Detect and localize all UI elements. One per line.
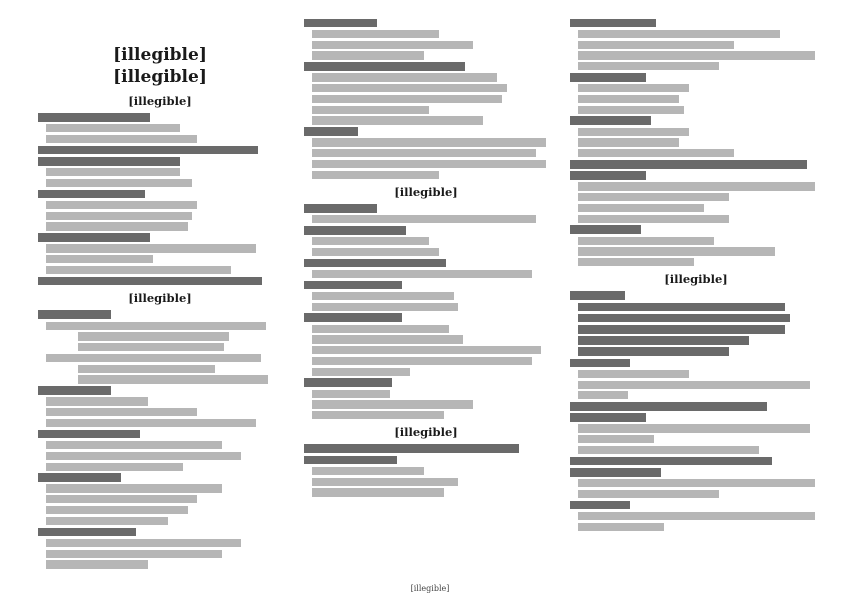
item-heading <box>570 160 807 169</box>
lesson-1-heading: [illegible] <box>128 94 192 108</box>
text-line <box>578 237 714 245</box>
text-line <box>578 247 775 255</box>
item-heading <box>38 310 111 319</box>
key-point-line <box>578 347 729 356</box>
item-heading <box>570 359 630 368</box>
text-line <box>46 550 222 558</box>
text-line <box>78 375 268 383</box>
item-heading <box>304 456 397 465</box>
text-line <box>46 244 256 252</box>
text-line <box>46 266 231 274</box>
text-line <box>312 488 444 496</box>
text-line <box>312 160 546 168</box>
item-heading <box>38 233 150 242</box>
text-line <box>46 201 197 209</box>
text-line <box>578 381 810 389</box>
text-line <box>78 365 215 373</box>
item-heading <box>304 313 402 322</box>
item-heading <box>304 281 402 290</box>
key-point-line <box>578 314 790 323</box>
text-line <box>578 51 815 59</box>
text-line <box>578 62 719 70</box>
text-line <box>578 446 759 454</box>
item-heading <box>570 225 641 234</box>
column-1 <box>38 44 282 581</box>
text-line <box>46 168 180 176</box>
text-line <box>78 332 229 340</box>
item-heading <box>38 277 262 286</box>
text-line <box>578 138 679 146</box>
text-line <box>578 370 689 378</box>
text-line <box>312 171 439 179</box>
text-line <box>578 128 689 136</box>
text-line <box>312 95 502 103</box>
item-heading <box>38 430 140 439</box>
text-line <box>312 106 429 114</box>
item-heading <box>304 259 446 268</box>
text-line <box>46 419 256 427</box>
item-heading <box>570 402 767 411</box>
text-line <box>46 408 197 416</box>
item-heading <box>570 19 656 28</box>
text-line <box>46 484 222 492</box>
item-heading <box>38 190 145 199</box>
lesson-4-heading: [illegible] <box>394 425 458 440</box>
text-line <box>578 149 734 157</box>
text-line <box>46 495 197 503</box>
document-title-line-2: [illegible] <box>113 67 207 87</box>
text-line <box>46 354 261 362</box>
item-heading <box>38 157 180 166</box>
item-heading <box>304 378 392 387</box>
text-line <box>578 193 729 201</box>
page-number: [illegible] <box>410 584 450 593</box>
item-heading <box>304 204 377 213</box>
text-line <box>46 222 188 230</box>
text-line <box>46 255 153 263</box>
text-line <box>312 411 444 419</box>
lesson-5-heading: [illegible] <box>664 272 728 287</box>
item-heading <box>304 62 465 71</box>
item-heading <box>38 113 150 122</box>
text-line <box>312 149 536 157</box>
text-line <box>312 30 439 38</box>
lesson-1-body <box>38 113 282 285</box>
text-line <box>312 400 473 408</box>
text-line <box>312 138 546 146</box>
text-line <box>312 390 390 398</box>
item-heading <box>38 146 258 155</box>
lesson-2-body <box>38 310 282 568</box>
text-line <box>312 73 497 81</box>
text-line <box>46 463 183 471</box>
text-line <box>578 490 719 498</box>
item-heading <box>38 528 136 537</box>
text-line <box>312 325 449 333</box>
key-point-line <box>578 303 785 312</box>
item-heading <box>304 226 406 235</box>
text-line <box>312 357 532 365</box>
text-line <box>46 506 188 514</box>
text-line <box>578 391 628 399</box>
text-line <box>578 204 704 212</box>
item-heading <box>304 127 358 136</box>
text-line <box>312 467 424 475</box>
text-line <box>312 248 439 256</box>
text-line <box>312 368 410 376</box>
lesson-3-heading: [illegible] <box>394 184 458 199</box>
text-line <box>46 517 168 525</box>
item-heading <box>304 444 519 453</box>
text-line <box>46 539 241 547</box>
text-line <box>578 95 679 103</box>
text-line <box>578 523 664 531</box>
text-line <box>312 41 473 49</box>
item-heading <box>570 501 630 510</box>
text-line <box>578 182 815 190</box>
item-heading <box>570 116 651 125</box>
column-3 <box>570 16 822 581</box>
text-line <box>46 441 222 449</box>
text-line <box>46 560 148 568</box>
item-heading <box>570 457 772 466</box>
text-line <box>578 479 815 487</box>
item-heading <box>38 386 111 395</box>
text-line <box>578 512 815 520</box>
text-line <box>78 343 224 351</box>
text-line <box>46 212 192 220</box>
lesson-2-heading: [illegible] <box>128 291 192 306</box>
text-line <box>312 478 458 486</box>
item-heading <box>570 73 646 82</box>
item-heading <box>304 19 377 28</box>
document-title-line-1: [illegible] <box>113 45 207 65</box>
text-line <box>578 258 694 266</box>
text-line <box>578 106 684 114</box>
text-line <box>578 424 810 432</box>
text-line <box>312 303 458 311</box>
text-line <box>312 346 541 354</box>
text-line <box>312 270 532 278</box>
text-line <box>46 179 192 187</box>
text-line <box>312 51 424 59</box>
item-heading <box>38 473 121 482</box>
text-line <box>46 397 148 405</box>
key-point-line <box>578 325 785 334</box>
text-line <box>312 215 536 223</box>
column-2 <box>304 16 548 581</box>
item-heading <box>570 291 625 300</box>
item-heading <box>570 171 646 180</box>
text-line <box>578 30 780 38</box>
text-line <box>312 292 454 300</box>
text-line <box>46 322 266 330</box>
text-line <box>578 215 729 223</box>
text-line <box>46 452 241 460</box>
item-heading <box>570 413 646 422</box>
key-point-line <box>578 336 749 345</box>
text-line <box>46 124 180 132</box>
item-heading <box>570 468 661 477</box>
text-line <box>312 237 429 245</box>
text-line <box>312 116 483 124</box>
text-line <box>578 41 734 49</box>
text-line <box>578 435 654 443</box>
text-line <box>46 135 197 143</box>
text-line <box>312 335 463 343</box>
text-line <box>312 84 507 92</box>
text-line <box>578 84 689 92</box>
